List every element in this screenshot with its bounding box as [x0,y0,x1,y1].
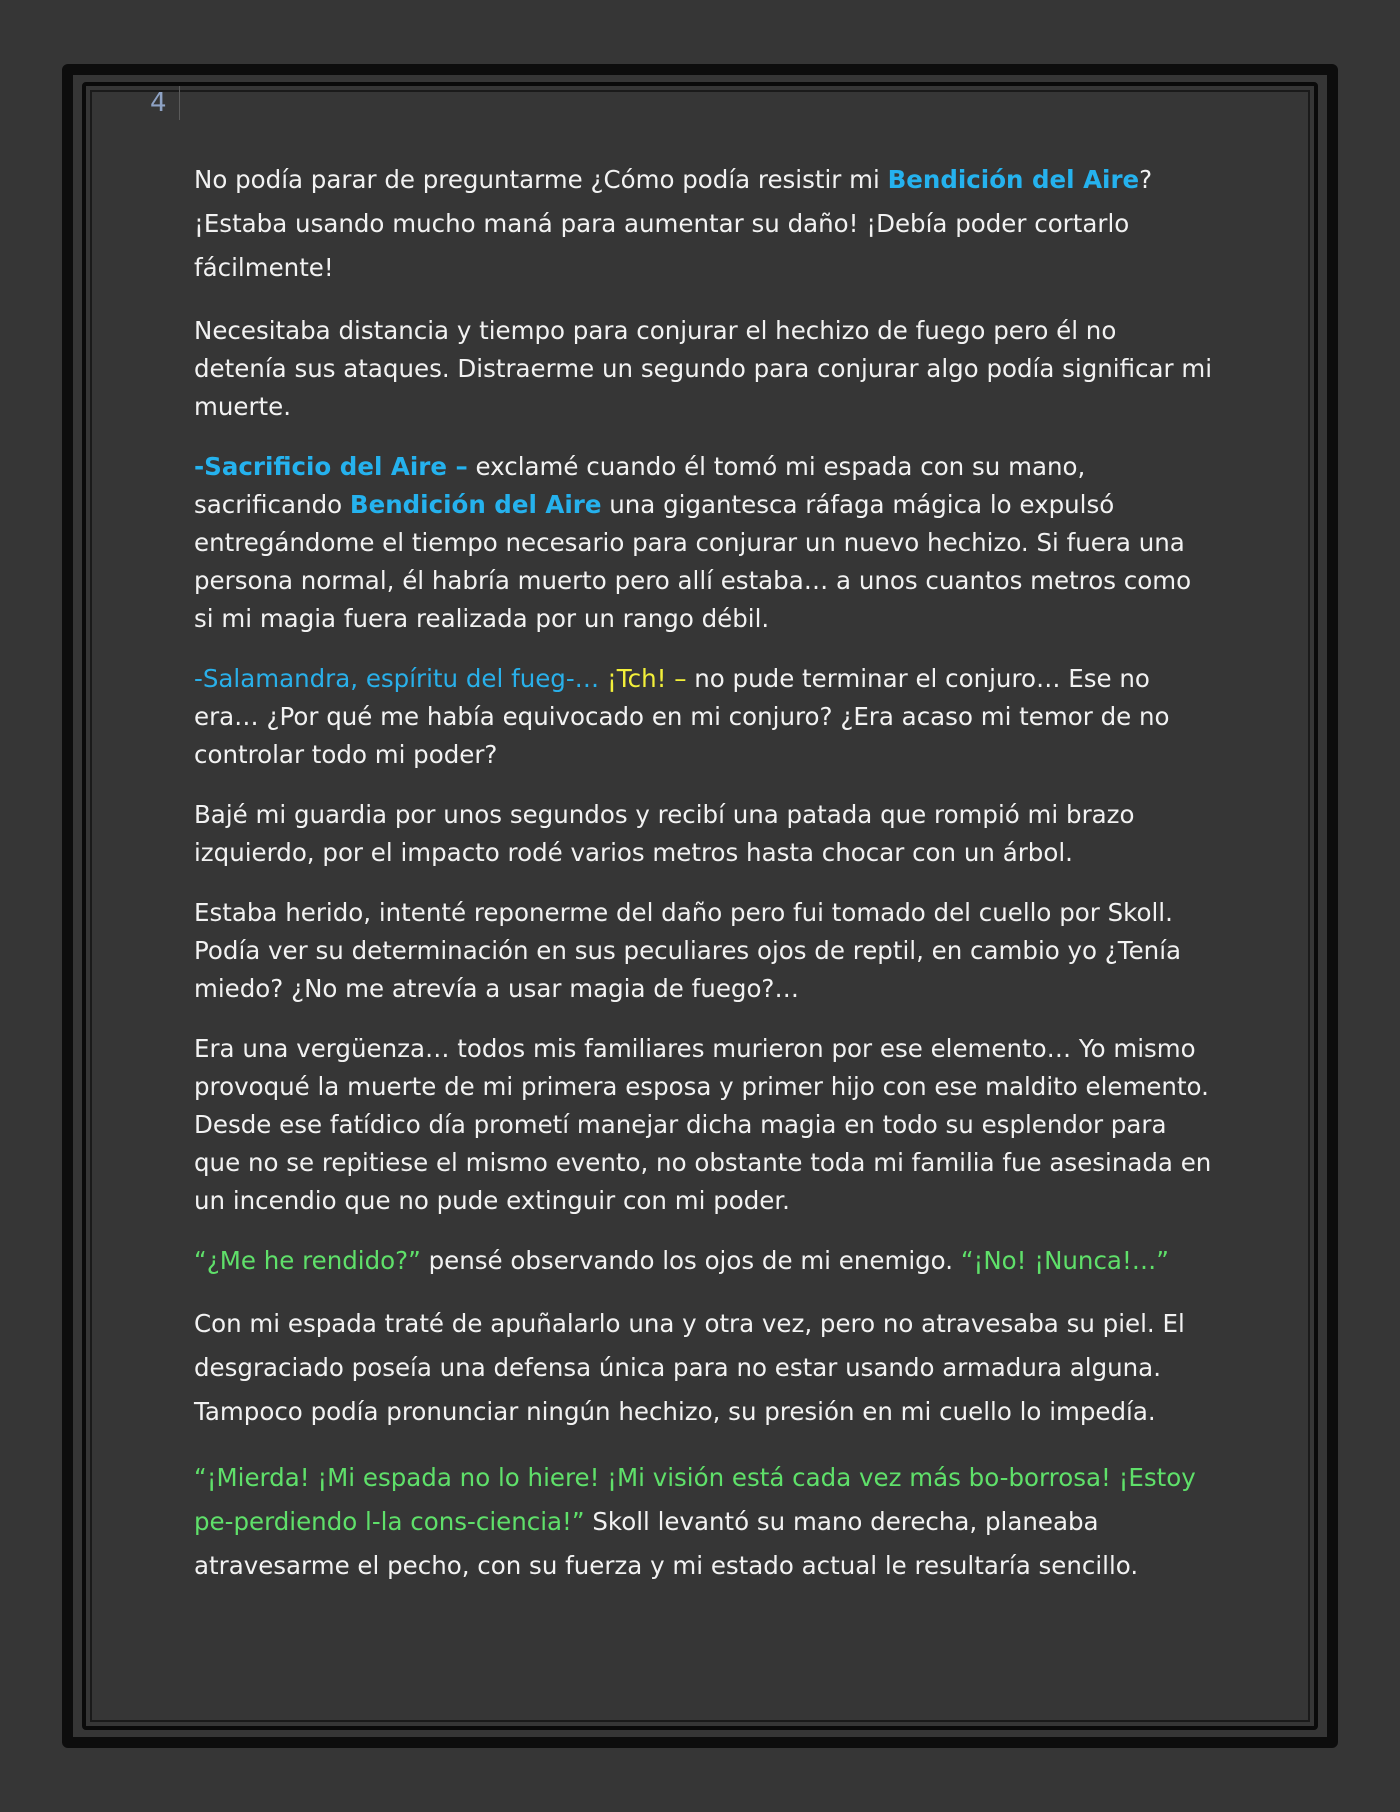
story-text [194,158,1214,1610]
p4-exclamation: ¡Tch! – [606,664,687,693]
paragraph-1 [194,158,1214,290]
p5-text: Bajé mi guardia por unos segundos y recibí una patada que rompió mi brazo izquierdo, por el impacto rodé varios metros hasta chocar con un árbol. [194,800,1135,867]
paragraph-2 [194,312,1214,426]
p3-text-b: exclamé cuando él tomó mi espada con su mano, sacrificando [194,452,1086,519]
p2-text: Necesitaba distancia y tiempo para conjurar el hechizo de fuego pero él no detenía sus ataques. Distraerme un segundo para conjurar algo podía significar mi muerte. [194,316,1213,421]
p10-thought: “¡Mierda! ¡Mi espada no lo hiere! ¡Mi visión está cada vez más bo-borrosa! ¡Estoy pe-perdiendo l-la cons-ciencia!” [194,1463,1196,1536]
p3-spell: -Sacrificio del Aire – [194,452,468,481]
paragraph-5 [194,796,1214,872]
paragraph-6 [194,894,1214,1008]
p1-text-a: No podía parar de preguntarme ¿Cómo podía resistir mi [194,165,888,194]
p1-skill-name: Bendición del Aire [887,165,1140,194]
p8-thought-2: “¡No! ¡Nunca!…” [960,1246,1169,1275]
paragraph-7 [194,1030,1214,1220]
paragraph-8 [194,1242,1214,1280]
p3-text-d: una gigantesca ráfaga mágica lo expulsó entregándome el tiempo necesario para conjurar un nuevo hechizo. Si fuera una persona normal, él habría muerto pero allí estaba… a unos cuantos metros como si mi magia fuera realizada por un rango débil. [194,490,1192,633]
p8-thought-1: “¿Me he rendido?” [194,1246,421,1275]
paragraph-10 [194,1456,1214,1588]
p4-text-c: no pude terminar el conjuro… Ese no era… ¿Por qué me había equivocado en mi conjuro? ¿Era acaso mi temor de no controlar todo mi poder? [194,664,1170,769]
p1-text-c: ? ¡Estaba usando mucho maná para aumentar su daño! ¡Debía poder cortarlo fácilmente! [194,165,1153,282]
paragraph-4 [194,660,1214,774]
paragraph-9 [194,1302,1214,1434]
p8-text-b: pensé observando los ojos de mi enemigo. [420,1246,961,1275]
p10-text-b: Skoll levantó su mano derecha, planeaba atravesarme el pecho, con su fuerza y mi estado actual le resultaría sencillo. [194,1507,1139,1580]
p3-skill-name: Bendición del Aire [349,490,602,519]
p4-incantation: -Salamandra, espíritu del fueg-… [194,664,607,693]
p9-text: Con mi espada traté de apuñalarlo una y otra vez, pero no atravesaba su piel. El desgraciado poseía una defensa única para no estar usando armadura alguna. Tampoco podía pronunciar ningún hechizo, su presión en mi cuello lo impedía. [194,1309,1185,1426]
paragraph-3 [194,448,1214,638]
p6-text: Estaba herido, intenté reponerme del daño pero fui tomado del cuello por Skoll. Podía ver su determinación en sus peculiares ojos de reptil, en cambio yo ¿Tenía miedo? ¿No me atrevía a usar magia de fuego?… [194,898,1182,1003]
page-number: 4 [150,86,180,120]
p7-text: Era una vergüenza… todos mis familiares murieron por ese elemento… Yo mismo provoqué la muerte de mi primera esposa y primer hijo con ese maldito elemento. Desde ese fatídico día prometí manejar dicha magia en todo su esplendor para que no se repitiese el mismo evento, no obstante toda mi familia fue asesinada en un incendio que no pude extinguir con mi poder. [194,1034,1212,1215]
